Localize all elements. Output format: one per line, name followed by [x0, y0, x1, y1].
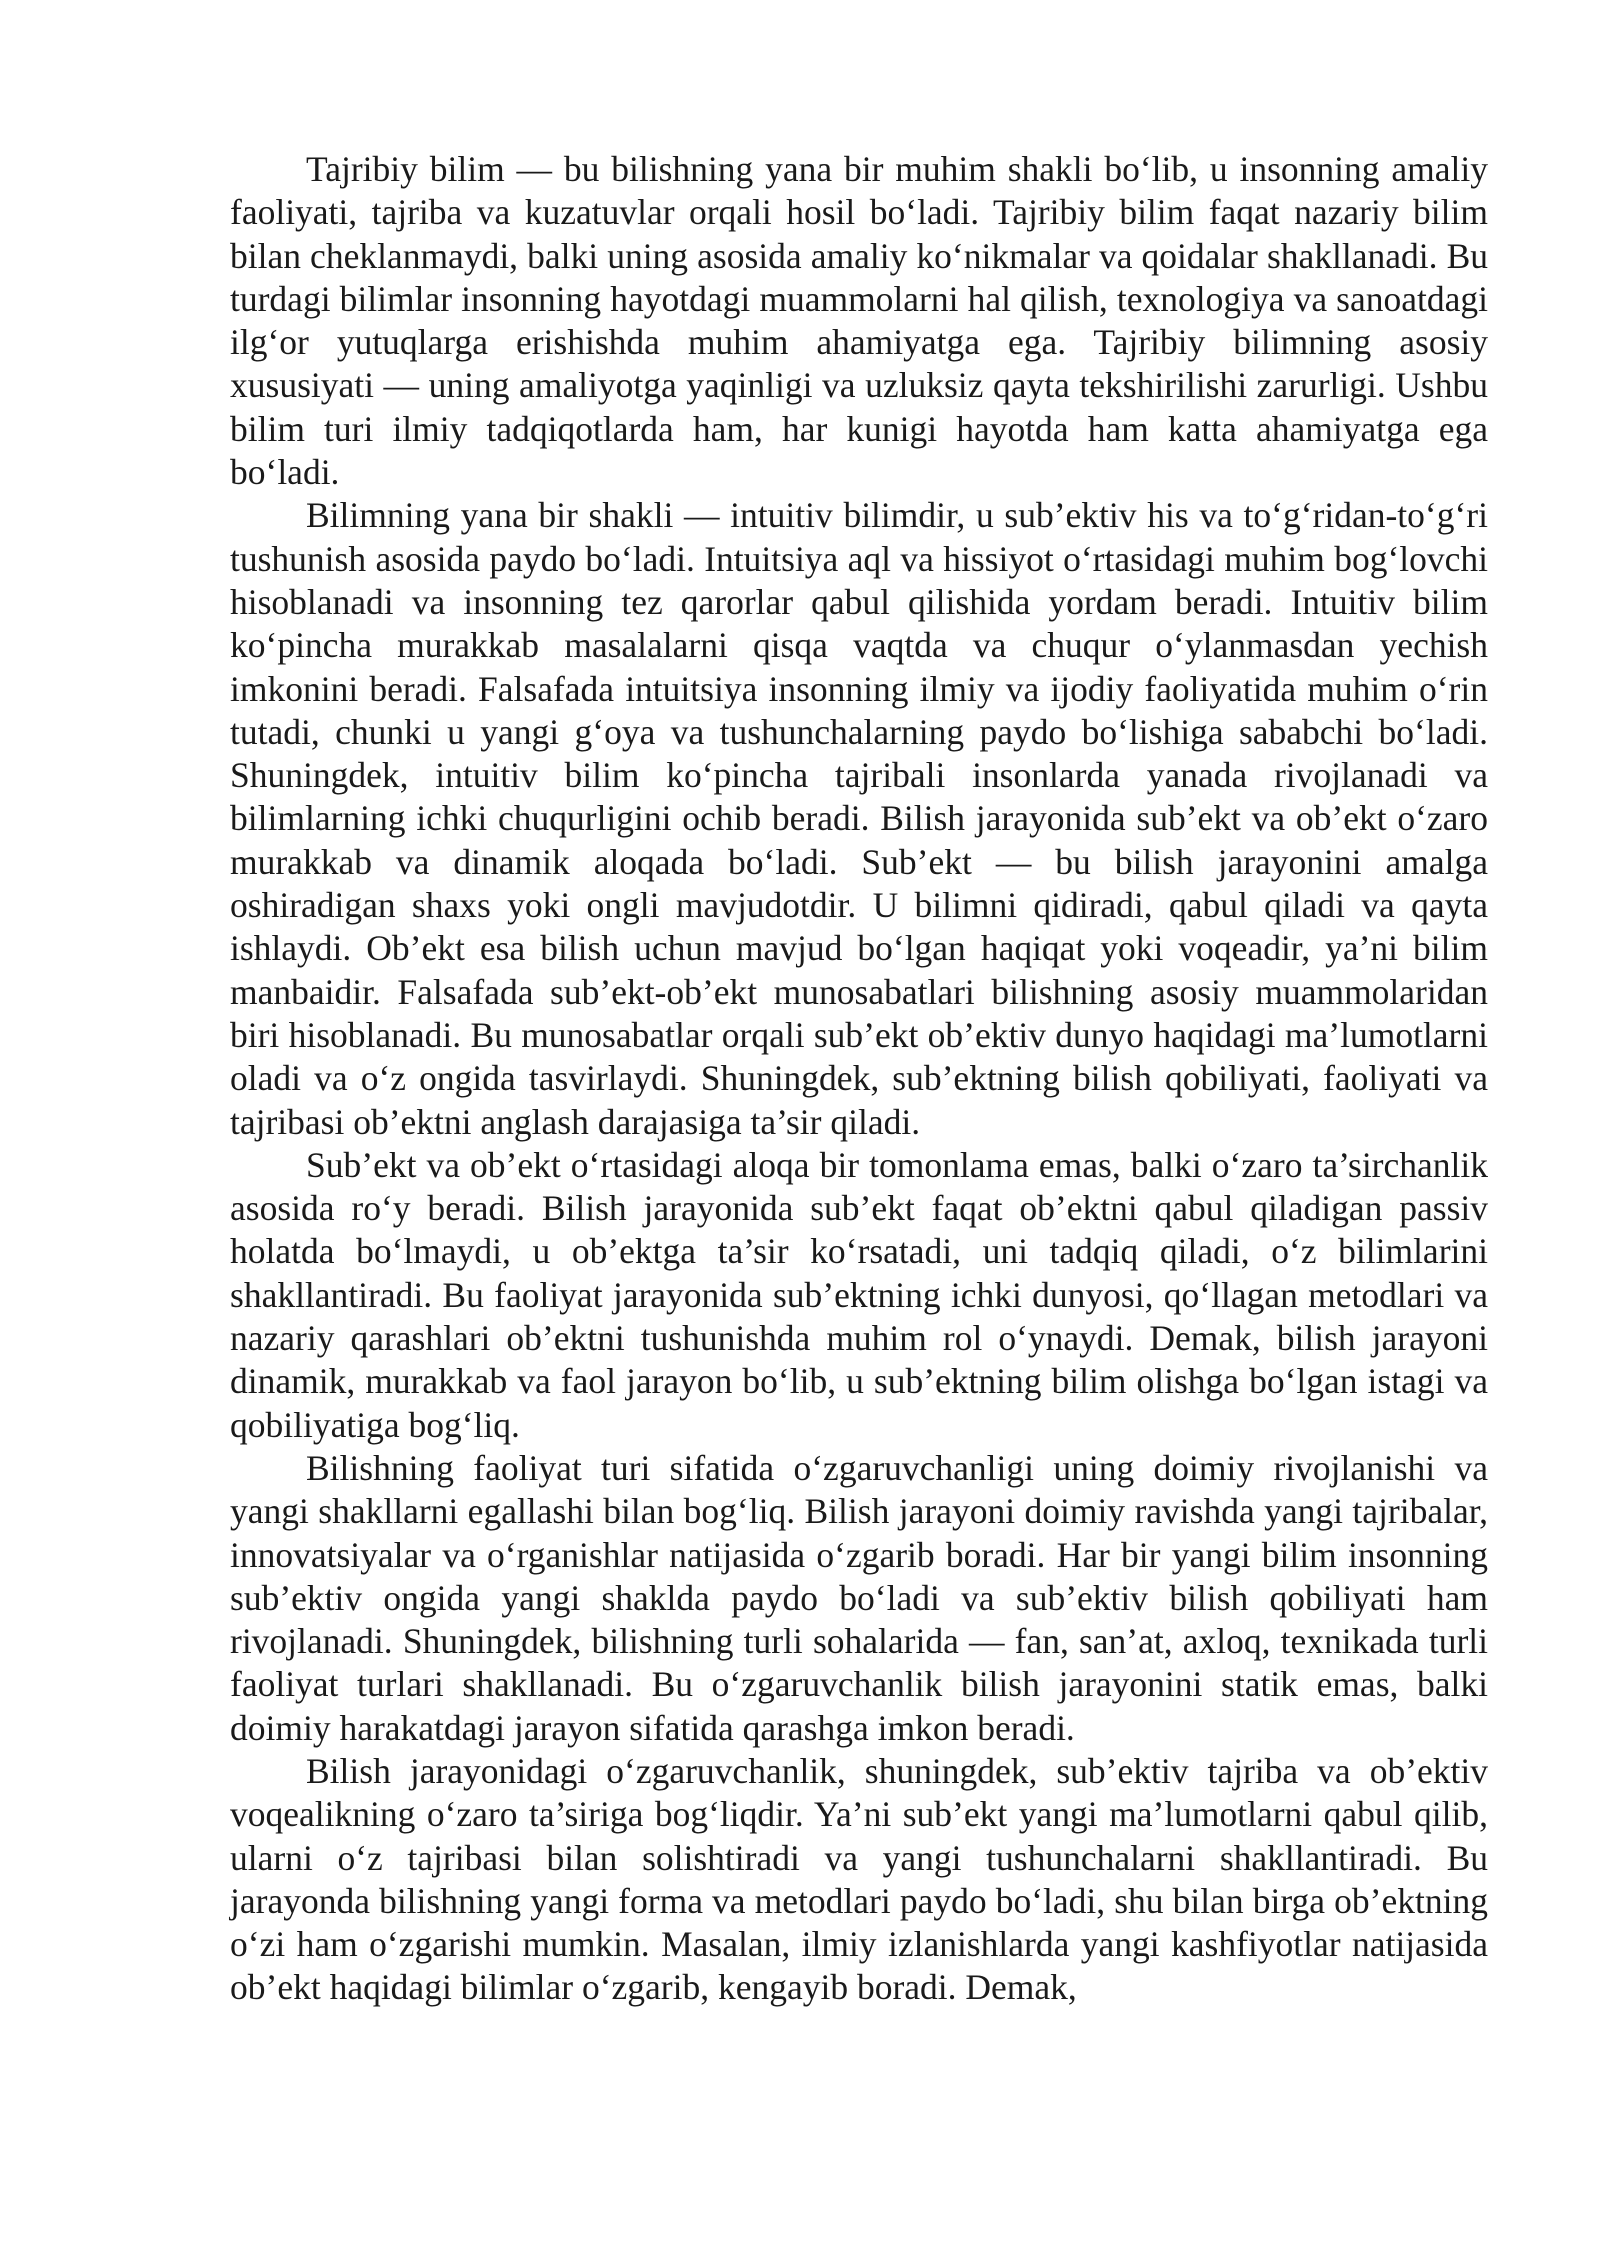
paragraph-subject-object-interaction: Sub’ekt va ob’ekt o‘rtasidagi aloqa bir tomonlama emas, balki o‘zaro ta’sirchanlik asosida ro‘y beradi. Bilish jarayonida sub’ekt faqat ob’ektni qabul qiladigan passiv holatda bo‘lmaydi, u ob’ektga ta’sir ko‘rsatadi, uni tadqiq qiladi, o‘z bilimlarini shakllantiradi. Bu faoliyat jarayonida sub’ektning ichki dunyosi, qo‘llagan metodlari va nazariy qarashlari ob’ektni tushunishda muhim rol o‘ynaydi. Demak, bilish jarayoni dinamik, murakkab va faol jarayon bo‘lib, u sub’ektning bilim olishga bo‘lgan istagi va qobiliyatiga bog‘liq. [230, 1144, 1488, 1445]
paragraph-subjective-objective-experience: Bilish jarayonidagi o‘zgaruvchanlik, shuningdek, sub’ektiv tajriba va ob’ektiv voqealikning o‘zaro ta’siriga bog‘liqdir. Ya’ni sub’ekt yangi ma’lumotlarni qabul qilib, ularni o‘z tajribasi bilan solishtiradi va yangi tushunchalarni shakllantiradi. Bu jarayonda bilishning yangi forma va metodlari paydo bo‘ladi, shu bilan birga ob’ektning o‘zi ham o‘zgarishi mumkin. Masalan, ilmiy izlanishlarda yangi kashfiyotlar natijasida ob’ekt haqidagi bilimlar o‘zgarib, kengayib boradi. Demak, [230, 1750, 1488, 2008]
paragraph-intuitive-knowledge: Bilimning yana bir shakli — intuitiv bilimdir, u sub’ektiv his va to‘g‘ridan-to‘g‘ri tushunish asosida paydo bo‘ladi. Intuitsiya aql va hissiyot o‘rtasidagi muhim bog‘lovchi hisoblanadi va insonning tez qarorlar qabul qilishida yordam beradi. Intuitiv bilim ko‘pincha murakkab masalalarni qisqa vaqtda va chuqur o‘ylanmasdan yechish imkonini beradi. Falsafada intuitsiya insonning ilmiy va ijodiy faoliyatida muhim o‘rin tutadi, chunki u yangi g‘oya va tushunchalarning paydo bo‘lishiga sababchi bo‘ladi. Shuningdek, intuitiv bilim ko‘pincha tajribali insonlarda yanada rivojlanadi va bilimlarning ichki chuqurligini ochib beradi. Bilish jarayonida sub’ekt va ob’ekt o‘zaro murakkab va dinamik aloqada bo‘ladi. Sub’ekt — bu bilish jarayonini amalga oshiradigan shaxs yoki ongli mavjudotdir. U bilimni qidiradi, qabul qiladi va qayta ishlaydi. Ob’ekt esa bilish uchun mavjud bo‘lgan haqiqat yoki voqeadir, ya’ni bilim manbaidir. Falsafada sub’ekt-ob’ekt munosabatlari bilishning asosiy muammolaridan biri hisoblanadi. Bu munosabatlar orqali sub’ekt ob’ektiv dunyo haqidagi ma’lumotlarni oladi va o‘z ongida tasvirlaydi. Shuningdek, sub’ektning bilish qobiliyati, faoliyati va tajribasi ob’ektni anglash darajasiga ta’sir qiladi. [230, 495, 1488, 1142]
paragraph-empirical-knowledge: Tajribiy bilim — bu bilishning yana bir muhim shakli bo‘lib, u insonning amaliy faoliyati, tajriba va kuzatuvlar orqali hosil bo‘ladi. Tajribiy bilim faqat nazariy bilim bilan cheklanmaydi, balki uning asosida amaliy ko‘nikmalar va qoidalar shakllanadi. Bu turdagi bilimlar insonning hayotdagi muammolarni hal qilish, texnologiya va sanoatdagi ilg‘or yutuqlarga erishishda muhim ahamiyatga ega. Tajribiy bilimning asosiy xususiyati — uning amaliyotga yaqinligi va uzluksiz qayta tekshirilishi zarurligi. Ushbu bilim turi ilmiy tadqiqotlarda ham, har kunigi hayotda ham katta ahamiyatga ega bo‘ladi. [230, 149, 1488, 493]
paragraph-variability-of-cognition: Bilishning faoliyat turi sifatida o‘zgaruvchanligi uning doimiy rivojlanishi va yangi shakllarni egallashi bilan bog‘liq. Bilish jarayoni doimiy ravishda yangi tajribalar, innovatsiyalar va o‘rganishlar natijasida o‘zgarib boradi. Har bir yangi bilim insonning sub’ektiv ongida yangi shaklda paydo bo‘ladi va sub’ektiv bilish qobiliyati ham rivojlanadi. Shuningdek, bilishning turli sohalarida — fan, san’at, axloq, texnikada turli faoliyat turlari shakllanadi. Bu o‘zgaruvchanlik bilish jarayonini statik emas, balki doimiy harakatdagi jarayon sifatida qarashga imkon beradi. [230, 1447, 1488, 1748]
document-page [230, 148, 1488, 2010]
